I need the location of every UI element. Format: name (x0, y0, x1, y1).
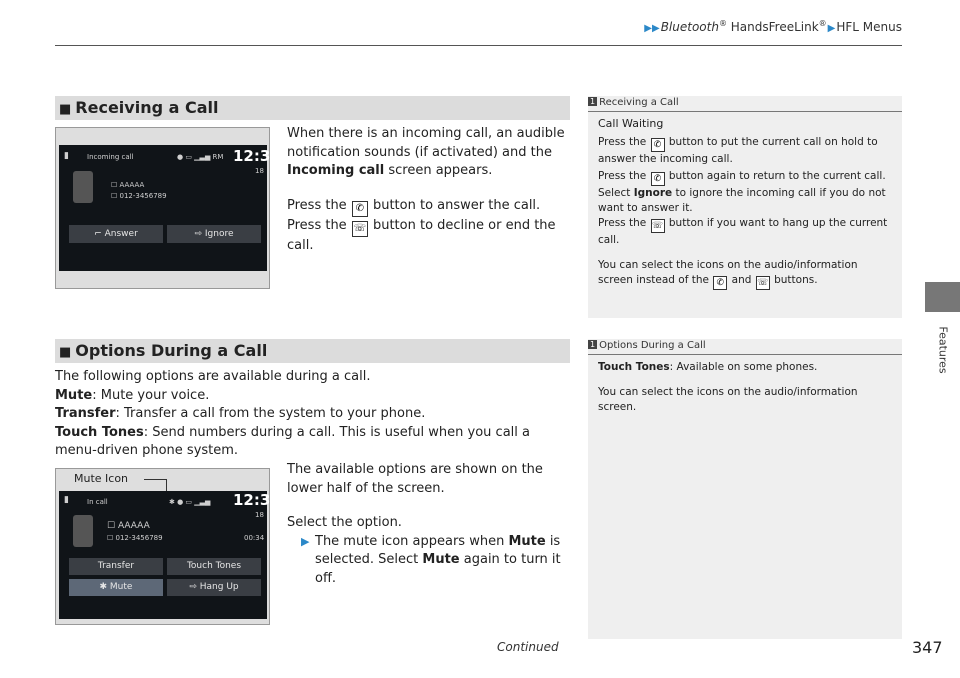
phone-pickup-icon: ✆ (651, 138, 665, 152)
phone-hangup-icon: ☏ (651, 221, 664, 231)
breadcrumb-arrow-icon: ▶ (827, 23, 836, 34)
options-paragraph-mute-icon: ▶ The mute icon appears when Mute is selected. Select Mute again to turn it off. (301, 533, 561, 586)
status-icons: ● ▭ ▁▃▅ RM (177, 153, 224, 161)
caller-number: ☐ 012-3456789 (107, 534, 163, 542)
square-bullet-icon: ■ (59, 345, 72, 360)
hang-up-icon: ⇨ (189, 582, 200, 592)
in-call-screenshot-frame (55, 468, 281, 625)
transfer-button[interactable]: Transfer (69, 558, 163, 575)
mute-icon-callout: Mute Icon (74, 472, 129, 485)
ignore-icon: ⇨ (194, 229, 205, 239)
caller-number: ☐ 012-3456789 (111, 192, 167, 200)
handset-icon (73, 515, 93, 547)
arrow-bullet-icon: ▶ (301, 534, 310, 548)
breadcrumb: ▶▶Bluetooth® HandsFreeLink®▶HFL Menus (644, 19, 902, 34)
section-heading-options: ■ Options During a Call (55, 339, 570, 363)
answer-button[interactable]: ⌐ Answer (69, 225, 163, 243)
option-mute: Mute: Mute your voice. (55, 387, 210, 403)
phone-hangup-icon: ☏ (757, 278, 769, 288)
callout-line (144, 479, 166, 480)
note-title: 1 Options During a Call (590, 340, 706, 351)
call-duration: 00:34 (244, 534, 265, 542)
breadcrumb-bluetooth: Bluetooth (660, 20, 719, 34)
incoming-call-screen (59, 145, 281, 271)
note-receiving-a-call (588, 96, 902, 318)
note-body: Call Waiting Press the ✆ button to put the current call on hold to answer the incoming call. Press the ✆ button again to return to the current call. Select Ignore to ignore the incoming call if you do not want to answer it. Press the ☏ button if you want to hang up the current call. You can select the icons on the audio/information screen instead of the ✆ and ☏ buttons. (588, 112, 902, 290)
options-instructions (287, 461, 572, 588)
temperature: 18 (255, 511, 264, 519)
mute-button[interactable]: ✱ Mute (69, 579, 163, 596)
breadcrumb-arrow-icon: ▶▶ (644, 23, 660, 34)
phone-icon: ▮ (64, 151, 69, 161)
hang-up-button[interactable]: ⇨ Hang Up (167, 579, 261, 596)
receiving-paragraph-1: When there is an incoming call, an audible notification sounds (if activated) and the Incoming call screen appears. (287, 126, 565, 178)
receiving-instructions (287, 125, 572, 255)
page-number: 347 (912, 638, 943, 657)
phone-pickup-icon: ✆ (713, 276, 727, 290)
option-touch-tones: Touch Tones: Send numbers during a call. This is useful when you call a menu-driven phone system. (55, 424, 530, 458)
options-intro: The following options are available during a call. (55, 369, 371, 384)
ignore-button[interactable]: ⇨ Ignore (167, 225, 261, 243)
in-call-screen (59, 491, 281, 619)
note-body: Touch Tones: Available on some phones. You can select the icons on the audio/information screen. (598, 361, 858, 413)
note-title: 1 Receiving a Call (590, 97, 679, 108)
option-transfer: Transfer: Transfer a call from the system to your phone. (55, 406, 426, 421)
status-icons: ✱ ● ▭ ▁▃▅ (169, 498, 211, 506)
continued-label: Continued (497, 640, 559, 654)
temperature: 18 (255, 167, 264, 175)
phone-icon: ▮ (64, 495, 69, 505)
receiving-paragraph-2: Press the ✆ button to answer the call. Press the ☏ button to decline or end the call. (287, 197, 556, 253)
phone-pickup-icon: ✆ (651, 172, 665, 186)
options-paragraph-available: The available options are shown on the lower half of the screen. (287, 462, 543, 496)
note-heading: Call Waiting (598, 117, 664, 130)
section-tab-label: Features (936, 326, 949, 374)
screen-title: In call (87, 498, 108, 506)
phone-pickup-icon: ✆ (352, 201, 368, 217)
touch-tones-button[interactable]: Touch Tones (167, 558, 261, 575)
header-rule (55, 45, 902, 46)
screen-title: Incoming call (87, 153, 134, 161)
breadcrumb-hfl-menus: HFL Menus (836, 20, 902, 34)
phone-hangup-icon: ☏ (352, 221, 368, 237)
caller-name: ☐ AAAAA (111, 181, 145, 189)
mute-icon: ✱ (99, 582, 110, 592)
caller-name: ☐ AAAAA (107, 521, 150, 531)
section-tab (925, 282, 960, 312)
breadcrumb-handsfreelink: HandsFreeLink (730, 20, 819, 34)
square-bullet-icon: ■ (59, 102, 72, 117)
incoming-call-screenshot-frame (55, 127, 281, 289)
note-options-during-a-call (588, 339, 902, 639)
options-paragraph-select: Select the option. (287, 515, 402, 530)
clock: 12:34 (233, 147, 281, 165)
options-list (55, 368, 570, 461)
answer-icon: ⌐ (94, 229, 105, 239)
clock: 12:34 (233, 491, 281, 509)
section-heading-receiving: ■ Receiving a Call (55, 96, 570, 120)
handset-icon (73, 171, 93, 203)
